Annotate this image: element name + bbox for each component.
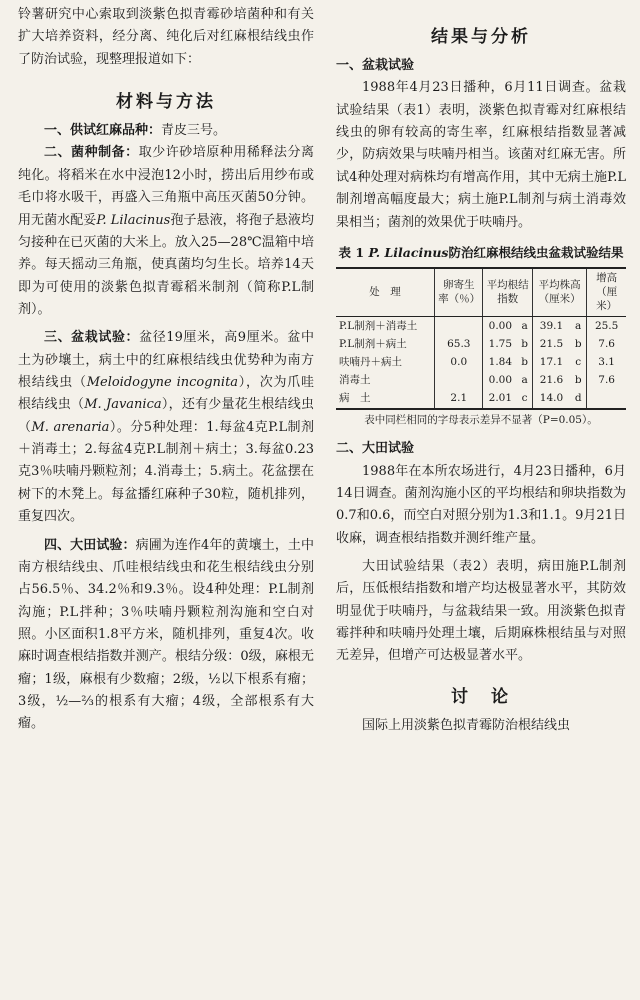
table-cell-gall-letter: a (521, 374, 528, 387)
table-cell-treatment: 病 土 (336, 389, 435, 408)
discussion-heading: 讨 论 (451, 686, 511, 707)
table-cell-egg-parasitism: 0.0 (435, 353, 483, 371)
section-2-text-a: 取少许砂培原种用稀释法分离纯化。将稻米在水中浸泡12小时，捞出后用纱布或毛巾将水吸干，再盛入三角瓶中高压灭菌50分钟。用无菌水配妥 (18, 145, 314, 228)
table-cell-treatment: 消毒土 (339, 374, 371, 387)
section-1-text: 青皮三号。 (161, 123, 227, 139)
intro-paragraph: 铃薯研究中心索取到淡紫色拟青霉砂培菌种和有关扩大培养资料，经分离、纯化后对红麻根结线虫作了防治试验，现整理报道如下： (18, 7, 314, 67)
table-cell-height-letter: b (574, 374, 582, 387)
section-1-label: 一、供试红麻品种： (44, 123, 162, 139)
table-cell-gall-letter: c (517, 389, 532, 408)
table-cell-increase (587, 389, 626, 408)
table-cell-height: 21.5 (532, 335, 570, 353)
section-3-text-b: ），次为爪哇根结线虫（ (18, 375, 314, 413)
table-cell-treatment: P.L制剂＋消毒土 (339, 319, 418, 332)
field-trial-paragraph-2: 大田试验结果（表2）表明，病田施P.L制剂后，压低根结指数和增产均达极显著水平，其防效明显优于呋喃丹，与盆栽结果一致。用淡紫色拟青霉拌种和呋喃丹处理土壤，后期麻株根结虽与对照无差异，但增产可达极显著水平。 (336, 559, 626, 664)
table-header-row (336, 268, 626, 316)
table-1-title (336, 242, 626, 263)
table-header-increase: 增高（厘米） (587, 268, 626, 316)
species-incognita: Meloidogyne incognita (86, 375, 239, 391)
materials-methods-heading: 材料与方法 (116, 92, 216, 113)
table-cell-increase: 25.5 (587, 316, 626, 335)
table-header-egg-parasitism: 卵寄生率（％） (435, 268, 483, 316)
table-cell-increase: 7.6 (587, 335, 626, 353)
section-1-paragraph (18, 120, 314, 142)
table-cell-height: 17.1 (532, 353, 570, 371)
section-3-text-c: ），还有少量花生根结线虫（ (18, 397, 314, 435)
section-4-paragraph (18, 535, 314, 736)
table-cell-gall-index: 2.01 (483, 389, 517, 408)
table-cell-gall-index: 1.75 (483, 335, 517, 353)
table-row (336, 316, 626, 335)
table-1 (336, 267, 626, 409)
table-cell-height-letter: b (574, 337, 582, 350)
pot-trial-paragraph: 1988年4月23日播种，6月11日调查。盆栽试验结果（表1）表明，淡紫色拟青霉对红麻根结线虫的卵有较高的寄生率，红麻根结指数显著减少，防病效果与呋喃丹相当。该菌对红麻无害。所试4种处理对病株均有增高作用，其中无病土施P.L制剂增高幅度最大；病土施P.L制剂与病土消毒效果相当；菌剂的效果优于呋喃丹。 (336, 80, 626, 230)
field-trial-paragraph-1: 1988年在本所农场进行，4月23日播种，6月14日调查。菌剂沟施小区的平均根结和卵块指数为0.7和0.6，而空白对照分别为1.3和1.1。9月21日收麻，调查根结指数并测纤维产量。 (336, 463, 626, 546)
table-header-gall-index: 平均根结指数 (483, 268, 532, 316)
table-row (336, 389, 626, 408)
pot-trial-subheading: 一、盆栽试验 (336, 58, 415, 73)
table-row (336, 371, 626, 389)
table-cell-height: 39.1 (532, 316, 570, 335)
table-1-number: 表 1 (338, 244, 365, 260)
right-column (336, 0, 626, 737)
section-2-text-b: 孢子悬液，将孢子悬液均匀接种在已灭菌的大米上。放入25—28℃温箱中培养。每天摇动三角瓶，使真菌均匀生长。培养14天即为可使用的淡紫色拟青霉稻米制剂（简称P.L制剂）。 (18, 212, 314, 317)
species-arenaria: M. arenaria (31, 419, 110, 435)
table-cell-increase: 7.6 (587, 371, 626, 389)
table-cell-height-letter: d (570, 389, 587, 408)
section-3-label: 三、盆栽试验： (44, 330, 140, 346)
table-row (336, 335, 626, 353)
table-1-species: P. Lilacinus (368, 244, 449, 260)
table-header-height: 平均株高（厘米） (532, 268, 586, 316)
discussion-paragraph: 国际上用淡紫色拟青霉防治根结线虫 (362, 717, 571, 733)
table-1-caption: 防治红麻根结线虫盆栽试验结果 (448, 244, 624, 260)
field-trial-subheading: 二、大田试验 (336, 441, 415, 457)
section-4-text: 病圃为连作4年的黄壤土，土中南方根结线虫、爪哇根结线虫和花生根结线虫分别占56.5％、34.2％和9.3％。设4种处理：P.L制剂沟施；P.L拌种；3％呋喃丹颗粒剂沟施和空白对照。小区面积1.8平方米，随机排列，重复4次。收麻时调查根结指数并测产。根结分级：0级，麻根无瘤；1级，麻根有少数瘤；2级，½以下根系有瘤；3级，½—⅔的根系有大瘤；4级，全部根系有大瘤。 (18, 537, 314, 732)
table-cell-height-letter: a (575, 319, 582, 332)
table-cell-height-letter: c (575, 355, 582, 368)
section-2-species: P. Lilacinus (96, 212, 171, 228)
table-cell-gall-letter: b (521, 355, 528, 368)
section-2-paragraph (18, 142, 314, 321)
table-cell-egg-parasitism: 2.1 (435, 389, 483, 408)
table-cell-egg-parasitism (435, 316, 483, 335)
table-cell-treatment: P.L制剂＋病土 (339, 337, 407, 350)
species-javanica: M. Javanica (84, 397, 162, 413)
table-cell-increase: 3.1 (587, 353, 626, 371)
section-3-text-a: 盆径19厘米，高9厘米。盆中土为砂壤土，病土中的红麻根结线虫优势种为南方根结线虫（ (18, 330, 314, 391)
section-4-label: 四、大田试验： (44, 537, 136, 553)
table-cell-treatment: 呋喃丹＋病土 (339, 355, 402, 368)
table-cell-egg-parasitism (435, 371, 483, 389)
table-cell-height: 21.6 (532, 371, 570, 389)
table-cell-height: 14.0 (532, 389, 570, 408)
table-cell-gall-index: 0.00 (483, 316, 517, 335)
table-row (336, 353, 626, 371)
table-header-treatment: 处 理 (336, 268, 435, 316)
section-3-text-d: ）。分5种处理：1.每盆4克P.L制剂＋消毒土；2.每盆4克P.L制剂＋病土；3.每盆0.23克3％呋喃丹颗粒剂；4.消毒土；5.病土。花盆摆在树下的木凳上。每盆播红麻种子30粒，随机排列，重复四次。 (18, 419, 314, 525)
table-cell-egg-parasitism: 65.3 (435, 335, 483, 353)
table-1-note: 表中同栏相同的字母表示差异不显著（P=0.05）。 (364, 413, 598, 426)
table-cell-gall-letter: a (521, 319, 528, 332)
left-column (18, 0, 314, 736)
results-heading: 结果与分析 (431, 27, 531, 47)
section-2-label: 二、菌种制备： (44, 145, 139, 161)
table-cell-gall-index: 0.00 (483, 371, 517, 389)
table-cell-gall-index: 1.84 (483, 353, 517, 371)
section-3-paragraph (18, 327, 314, 528)
table-cell-gall-letter: b (521, 337, 528, 350)
